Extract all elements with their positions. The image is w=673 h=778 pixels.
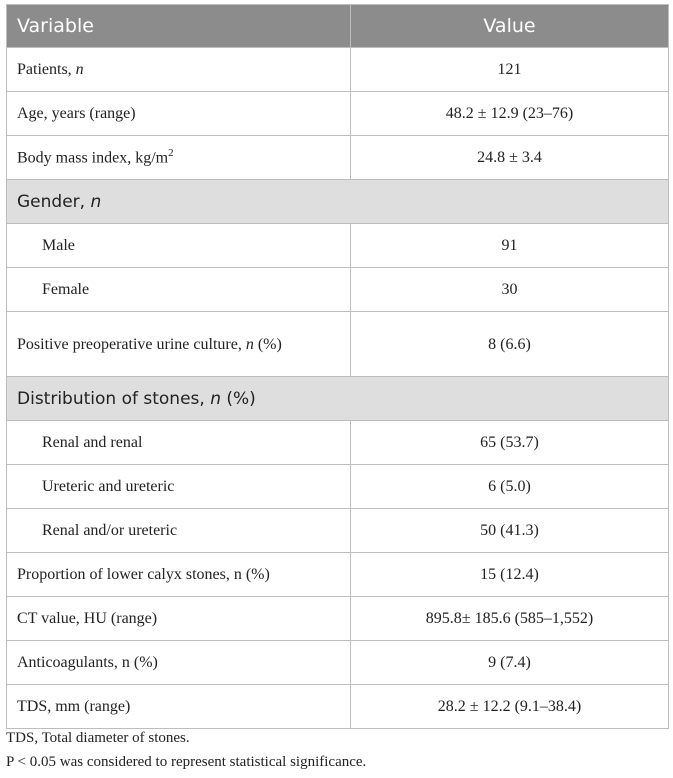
variable-column-header: Variable	[7, 5, 351, 48]
row-value: 6 (5.0)	[351, 465, 669, 509]
row-label: Renal and/or ureteric	[7, 509, 351, 553]
row-label: CT value, HU (range)	[7, 597, 351, 641]
row-value: 121	[351, 48, 669, 92]
stones-label: Distribution of stones,	[17, 388, 211, 409]
footnote-pvalue: P < 0.05 was considered to represent statistical significance.	[6, 754, 367, 770]
row-label: Age, years (range)	[7, 92, 351, 136]
table-row-lower-calyx	[7, 553, 669, 597]
table-row-age	[7, 92, 669, 136]
section-row-stones	[7, 377, 669, 421]
row-label	[7, 136, 351, 180]
row-label: Female	[7, 268, 351, 312]
patients-unit: n	[75, 60, 84, 78]
table-row-bmi	[7, 136, 669, 180]
row-value: 50 (41.3)	[351, 509, 669, 553]
value-column-header: Value	[351, 5, 669, 48]
gender-label: Gender,	[17, 191, 91, 212]
table-row-female	[7, 268, 669, 312]
row-label: Male	[7, 224, 351, 268]
patients-label: Patients,	[17, 60, 76, 78]
stones-suffix: (%)	[220, 388, 256, 409]
table-header-row	[7, 5, 669, 48]
bmi-superscript: 2	[168, 147, 174, 160]
characteristics-table	[6, 4, 669, 729]
table-row-ct-value	[7, 597, 669, 641]
row-label: TDS, mm (range)	[7, 685, 351, 729]
gender-unit: n	[90, 191, 102, 212]
row-value: 15 (12.4)	[351, 553, 669, 597]
section-label	[7, 377, 669, 421]
row-value: 895.8± 185.6 (585–1,552)	[351, 597, 669, 641]
table-row-ureteric	[7, 465, 669, 509]
urine-label: Positive preoperative urine culture,	[17, 335, 246, 353]
row-value: 30	[351, 268, 669, 312]
bmi-label: Body mass index, kg/m	[17, 149, 169, 167]
row-value: 28.2 ± 12.2 (9.1–38.4)	[351, 685, 669, 729]
row-value: 91	[351, 224, 669, 268]
table-row-male	[7, 224, 669, 268]
footnote-tds: TDS, Total diameter of stones.	[6, 730, 190, 746]
table-row-patients	[7, 48, 669, 92]
table-row-renal-or-ureteric	[7, 509, 669, 553]
row-label	[7, 312, 351, 377]
table-row-anticoagulants	[7, 641, 669, 685]
urine-unit: n	[245, 335, 254, 353]
row-label: Proportion of lower calyx stones, n (%)	[7, 553, 351, 597]
table-row-renal-renal	[7, 421, 669, 465]
row-value: 9 (7.4)	[351, 641, 669, 685]
row-value: 65 (53.7)	[351, 421, 669, 465]
row-value: 48.2 ± 12.9 (23–76)	[351, 92, 669, 136]
row-label	[7, 48, 351, 92]
row-label: Ureteric and ureteric	[7, 465, 351, 509]
section-label	[7, 180, 669, 224]
row-value: 8 (6.6)	[351, 312, 669, 377]
stones-unit: n	[210, 388, 221, 409]
row-label: Anticoagulants, n (%)	[7, 641, 351, 685]
section-row-gender	[7, 180, 669, 224]
row-value: 24.8 ± 3.4	[351, 136, 669, 180]
table-row-tds	[7, 685, 669, 729]
row-label: Renal and renal	[7, 421, 351, 465]
urine-suffix: (%)	[253, 335, 282, 353]
table-row-urine-culture	[7, 312, 669, 377]
